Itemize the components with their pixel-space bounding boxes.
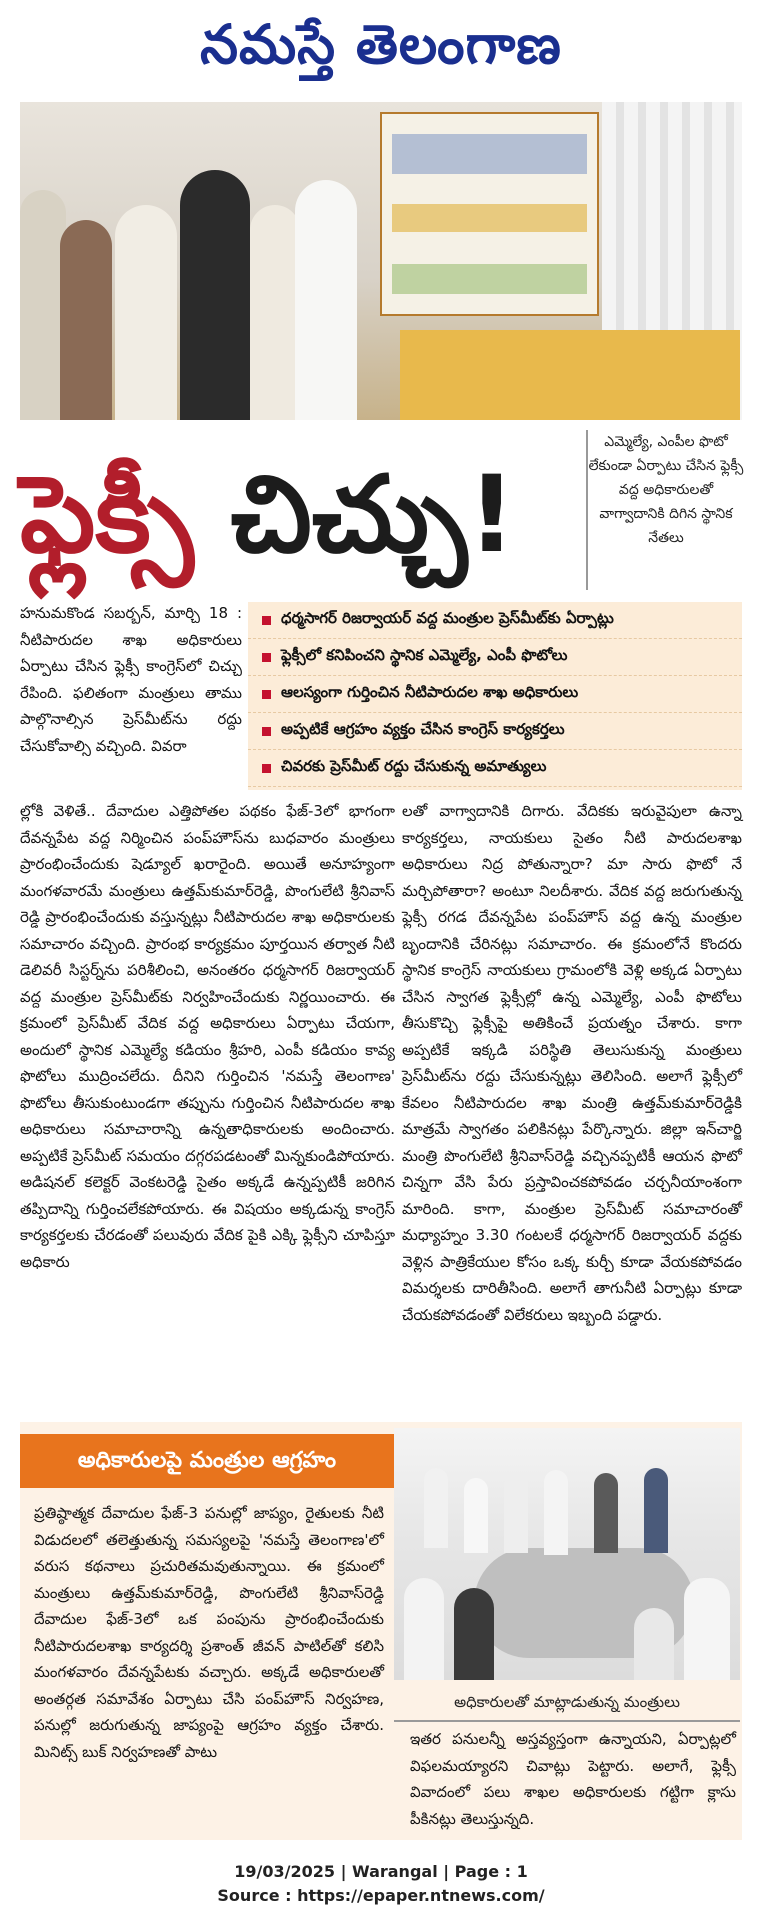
highlights-box <box>248 602 742 790</box>
meeting-photo <box>394 1428 740 1680</box>
person-figure <box>644 1468 668 1553</box>
person-figure <box>250 205 300 420</box>
bullet-square-icon <box>262 764 271 773</box>
highlight-item: అప్పటికే ఆగ్రహం వ్యక్తం చేసిన కాంగ్రెస్ కార్యకర్తలు <box>248 713 742 750</box>
bullet-square-icon <box>262 727 271 736</box>
highlight-item: ఆలస్యంగా గుర్తించిన నీటిపారుదల శాఖ అధికారులు <box>248 676 742 713</box>
sidebar-story-title: అధికారులపై మంత్రుల ఆగ్రహం <box>20 1434 394 1488</box>
highlight-item: చివరకు ప్రెస్‌మీట్ రద్దు చేసుకున్న అమాత్యులు <box>248 750 742 787</box>
sidebar-column-left: ప్రతిష్ఠాత్మక దేవాదుల ఫేజ్-3 పనుల్లో జాప్యం, రైతులకు నీటి విడుదలలో తలెత్తుతున్న సమస్యలపై 'నమస్తే తెలంగాణ'లో వరుస కథనాలు ప్రచురితమవుతున్నాయి. ఈ క్రమంలో మంత్రులు ఉత్తమ్‌కుమార్‌రెడ్డి, పొంగులేటి శ్రీనివాస్‌రెడ్డి దేవాదుల ఫేజ్-3లో ఒక పంపును ప్రారంభించేందుకు నీటిపారుదలశాఖ కార్యదర్శి ప్రశాంత్ జీవన్ పాటిల్‌తో కలిసి మంగళవారం దేవన్నపేటకు వచ్చారు. అక్కడే అధికారులతో అంతర్గత సమావేశం ఏర్పాటు చేసి పంప్‌హౌస్ నిర్వహణ, పనుల్లో జరుగుతున్న జాప్యంపై ఆగ్రహం వ్యక్తం చేశారు. మినిట్స్ బుక్ నిర్వహణతో పాటు <box>34 1504 384 1761</box>
stage-flex-banner <box>380 112 599 316</box>
person-figure <box>634 1608 674 1680</box>
person-figure <box>404 1578 444 1680</box>
newspaper-title: నమస్తే తెలంగాణ <box>200 12 562 76</box>
person-figure <box>295 180 357 420</box>
edition-info: 19/03/2025 | Warangal | Page : 1 <box>234 1862 528 1881</box>
person-figure <box>504 1473 528 1553</box>
highlight-item: ఫ్లెక్సీలో కనిపించని స్థానిక ఎమ్మెల్యే, ఎంపీ ఫొటోలు <box>248 639 742 676</box>
source-link[interactable]: Source : https://epaper.ntnews.com/ <box>217 1886 545 1905</box>
headline-part-2: చిచ్చు! <box>230 453 516 576</box>
person-figure <box>424 1468 448 1548</box>
person-figure <box>180 170 250 420</box>
bullet-square-icon <box>262 690 271 699</box>
article-column-2: లతో వాగ్వాదానికి దిగారు. వేదికకు ఇరువైపులా ఉన్నా కార్యకర్తలు, నాయకులు సైతం నీటి పారుదలశాఖ అధికారులు నిద్ర పోతున్నారా? మా సారు ఫొటో నే మర్చిపోతారా? అంటూ నిలదీశారు. వేదిక వద్ద జరుగుతున్న ఫ్లెక్సీ రగడ దేవన్నపేట పంప్‌హౌస్ వద్ద ఉన్న మంత్రుల బృందానికి చేరినట్లు సమాచారం. ఈ క్రమంలోనే కొందరు స్థానిక కాంగ్రెస్ నాయకులు గ్రామంలోకి వెళ్లి అక్కడ ఏర్పాటు చేసిన స్వాగత ఫ్లెక్సీల్లో ఉన్న ఎమ్మెల్యే, ఎంపీ ఫొటోలు తీసుకొచ్చి ఫ్లెక్సీపై అతికించే ప్రయత్నం చేశారు. కాగా అప్పటికే ఇక్కడి పరిస్థితి తెలుసుకున్న మంత్రులు ప్రెస్‌మీట్‌ను రద్దు చేసుకున్నట్లు తెలిసింది. అలాగే ఫ్లెక్సీలో కేవలం నీటిపారుదల శాఖ మంత్రి ఉత్తమ్‌కుమార్‌రెడ్డికి మాత్రమే స్వాగతం పలికినట్లు పేర్కొన్నారు. జిల్లా ఇన్‌చార్జి మంత్రి పొంగులేటి శ్రీనివాస్‌రెడ్డి వచ్చినప్పటికీ ఆయన ఫొటో చిన్నగా వేసి పేరు ప్రస్తావించకపోవడం చర్చనీయాంశంగా మారింది. కాగా, మంత్రుల ప్రెస్‌మీట్ సమాచారంతో మధ్యాహ్నం 3.30 గంటలకే ధర్మసాగర్ రిజర్వాయర్ వద్దకు వెళ్లిన పాత్రికేయుల కోసం ఒక్క కుర్చీ కూడా వేయకపోవడం విమర్శలకు దారితీసింది. అలాగే తాగునీటి ఏర్పాట్లు కూడా చేయకపోవడంతో విలేకరులు ఇబ్బంది పడ్డారు. <box>402 802 742 1324</box>
highlight-item: ధర్మసాగర్ రిజర్వాయర్ వద్ద మంత్రుల ప్రెస్‌మీట్‌కు ఏర్పాట్లు <box>248 602 742 639</box>
person-figure <box>464 1478 488 1553</box>
person-figure <box>115 205 177 420</box>
masthead <box>0 0 762 96</box>
article-column-intro: హనుమకొండ సబర్బన్, మార్చి 18 : నీటిపారుదల శాఖ అధికారులు ఏర్పాటు చేసిన ఫ్లెక్సీ కాంగ్రెస్‌లో చిచ్చు రేపింది. ఫలితంగా మంత్రులు తాము పాల్గొనాల్సిన ప్రెస్‌మీట్‌ను రద్దు చేసుకోవాల్సి వచ్చింది. వివరా <box>20 604 242 755</box>
article-column-1: ల్లోకి వెళితే.. దేవాదుల ఎత్తిపోతల పథకం ఫేజ్-3లో భాగంగా దేవన్నపేట వద్ద నిర్మించిన పంప్‌హౌస్‌ను బుధవారం మంత్రులు ప్రారంభించేందుకు షెడ్యూల్ ఖరారైంది. అయితే అనూహ్యంగా మంగళవారమే మంత్రులు ఉత్తమ్‌కుమార్‌రెడ్డి, పొంగులేటి శ్రీనివాస్ రెడ్డి ప్రారంభించేందుకు వస్తున్నట్లు నీటిపారుదల శాఖ అధికారులకు సమాచారం వచ్చింది. ప్రారంభ కార్యక్రమం పూర్తయిన తర్వాత నీటి డెలివరీ సిస్టర్న్‌ను పరిశీలించి, అనంతరం ధర్మసాగర్ రిజర్వాయర్ వద్ద మంత్రుల ప్రెస్‌మీట్‌కు నిర్వహించేందుకు నిర్ణయించారు. ఈ క్రమంలో ప్రెస్‌మీట్ వేదిక వద్ద అధికారులు ఏర్పాటు చేయగా, అందులో స్థానిక ఎమ్మెల్యే కడియం శ్రీహరి, ఎంపీ కడియం కావ్య ఫొటోలు ముద్రించలేదు. దీనిని గుర్తించిన 'నమస్తే తెలంగాణ' ఫొటోలు తీసుకుంటుండగా తప్పును గుర్తించిన నీటిపారుదల శాఖ అధికారులు సమాచారాన్ని ఉన్నతాధికారులకు అందించారు. అప్పటికే ప్రెస్‌మీట్ సమయం దగ్గరపడటంతో మిన్నకుండిపోయారు. అడిషనల్ కలెక్టర్ వెంకటరెడ్డి సైతం అక్కడే ఉన్నప్పటికీ జరిగిన తప్పిదాన్ని గుర్తించలేకపోయారు. ఈ విషయం అక్కడున్న కాంగ్రెస్ కార్యకర్తలకు చేరడంతో పలువురు వేదిక పైకి ఎక్కి ఫ్లెక్సీని చూపిస్తూ అధికారు <box>20 802 396 1271</box>
person-figure <box>454 1588 494 1680</box>
person-figure <box>684 1578 730 1680</box>
stage-table <box>400 330 740 420</box>
main-headline <box>20 440 580 590</box>
sidebar-column-right: ఇతర పనులన్నీ అస్తవ్యస్తంగా ఉన్నాయని, ఏర్పాట్లలో విఫలమయ్యారని చివాట్లు పెట్టారు. అలాగే, ఫ్లెక్సీ వివాదంలో పలు శాఖల అధికారులకు గట్టిగా క్లాసు పీకినట్లు తెలుస్తున్నది. <box>410 1730 736 1828</box>
top-photo-caption: ఎమ్మెల్యే, ఎంపీల ఫొటో లేకుండా ఏర్పాటు చేసిన ఫ్లెక్సీ వద్ద అధికారులతో వాగ్వాదానికి దిగిన స్థానిక నేతలు <box>586 430 744 590</box>
page-footer <box>0 1860 762 1908</box>
meeting-photo-caption: అధికారులతో మాట్లాడుతున్న మంత్రులు <box>394 1684 740 1722</box>
bullet-square-icon <box>262 616 271 625</box>
person-figure <box>594 1473 618 1553</box>
person-figure <box>60 220 112 420</box>
person-figure <box>544 1470 568 1555</box>
bullet-square-icon <box>262 653 271 662</box>
top-news-photo <box>20 102 742 420</box>
headline-part-1: ఫ్లెక్సీ <box>20 453 194 576</box>
